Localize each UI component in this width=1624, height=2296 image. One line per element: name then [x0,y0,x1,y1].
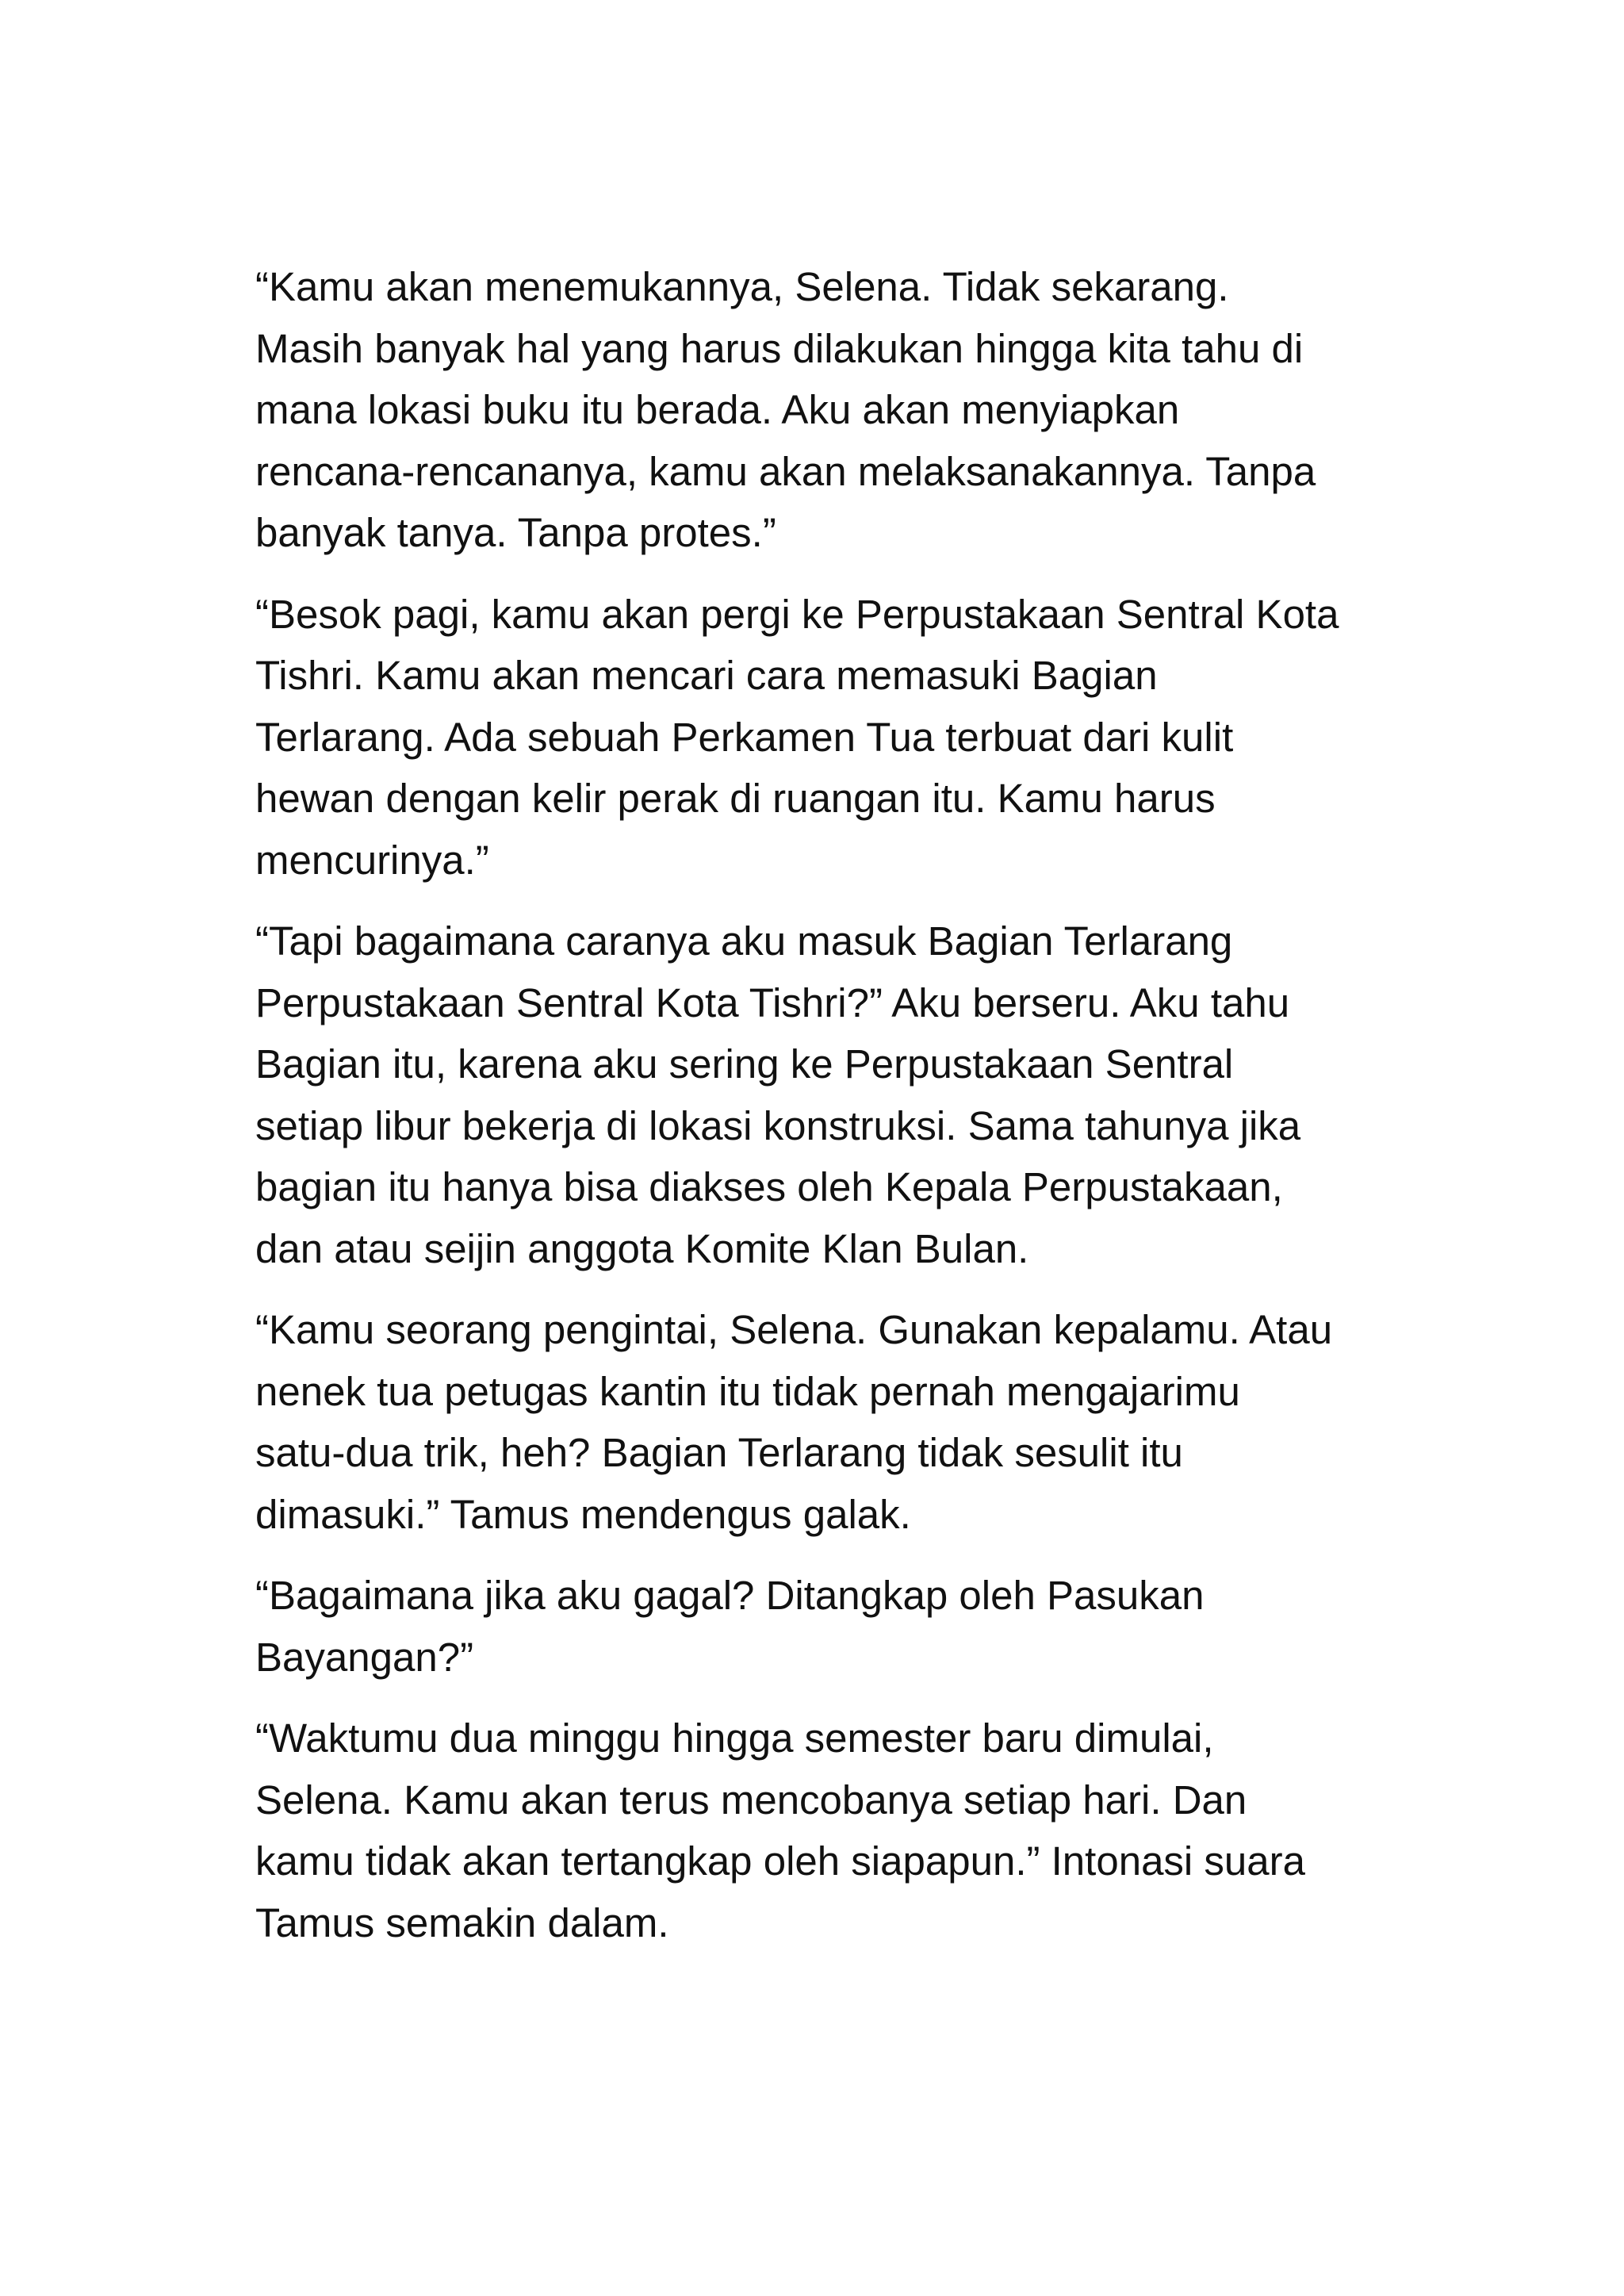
text-line: “Tapi bagaimana caranya aku masuk Bagian Terlarang [255,918,1233,964]
paragraph-2 [255,584,1397,891]
body-text [255,256,1397,1973]
text-line: “Kamu akan menemukannya, Selena. Tidak sekarang. [255,264,1229,309]
text-line: Bayangan?” [255,1634,474,1680]
text-line: dan atau seijin anggota Komite Klan Bulan. [255,1225,1029,1271]
text-line: “Bagaimana jika aku gagal? Ditangkap oleh Pasukan [255,1573,1205,1618]
text-line: mana lokasi buku itu berada. Aku akan menyiapkan [255,387,1180,432]
paragraph-4 [255,1299,1397,1545]
paragraph-5 [255,1565,1397,1688]
text-line: Terlarang. Ada sebuah Perkamen Tua terbuat dari kulit [255,714,1234,760]
text-line: banyak tanya. Tanpa protes.” [255,510,776,555]
text-line: hewan dengan kelir perak di ruangan itu. Kamu harus [255,776,1216,821]
text-line: satu-dua trik, heh? Bagian Terlarang tidak sesulit itu [255,1430,1183,1475]
text-line: bagian itu hanya bisa diakses oleh Kepala Perpustakaan, [255,1164,1283,1209]
text-line: Selena. Kamu akan terus mencobanya setiap hari. Dan [255,1777,1247,1823]
text-line: Bagian itu, karena aku sering ke Perpustakaan Sentral [255,1041,1234,1087]
text-line: Tamus semakin dalam. [255,1899,669,1945]
paragraph-3 [255,910,1397,1279]
text-line: kamu tidak akan tertangkap oleh siapapun.” Intonasi suara [255,1838,1306,1884]
text-line: “Waktumu dua minggu hingga semester baru dimulai, [255,1715,1214,1761]
text-line: Perpustakaan Sentral Kota Tishri?” Aku berseru. Aku tahu [255,979,1290,1025]
text-line: mencurinya.” [255,837,489,883]
text-line: rencana-rencananya, kamu akan melaksanakannya. Tanpa [255,448,1316,494]
text-line: “Kamu seorang pengintai, Selena. Gunakan kepalamu. Atau [255,1307,1333,1352]
paragraph-1 [255,256,1397,564]
text-line: Masih banyak hal yang harus dilakukan hingga kita tahu di [255,325,1304,371]
text-line: Tishri. Kamu akan mencari cara memasuki Bagian [255,653,1158,698]
text-line: setiap libur bekerja di lokasi konstruksi. Sama tahunya jika [255,1102,1301,1148]
text-line: nenek tua petugas kantin itu tidak pernah mengajarimu [255,1368,1240,1414]
text-line: “Besok pagi, kamu akan pergi ke Perpustakaan Sentral Kota [255,591,1339,637]
paragraph-6 [255,1708,1397,1953]
text-line: dimasuki.” Tamus mendengus galak. [255,1491,911,1537]
